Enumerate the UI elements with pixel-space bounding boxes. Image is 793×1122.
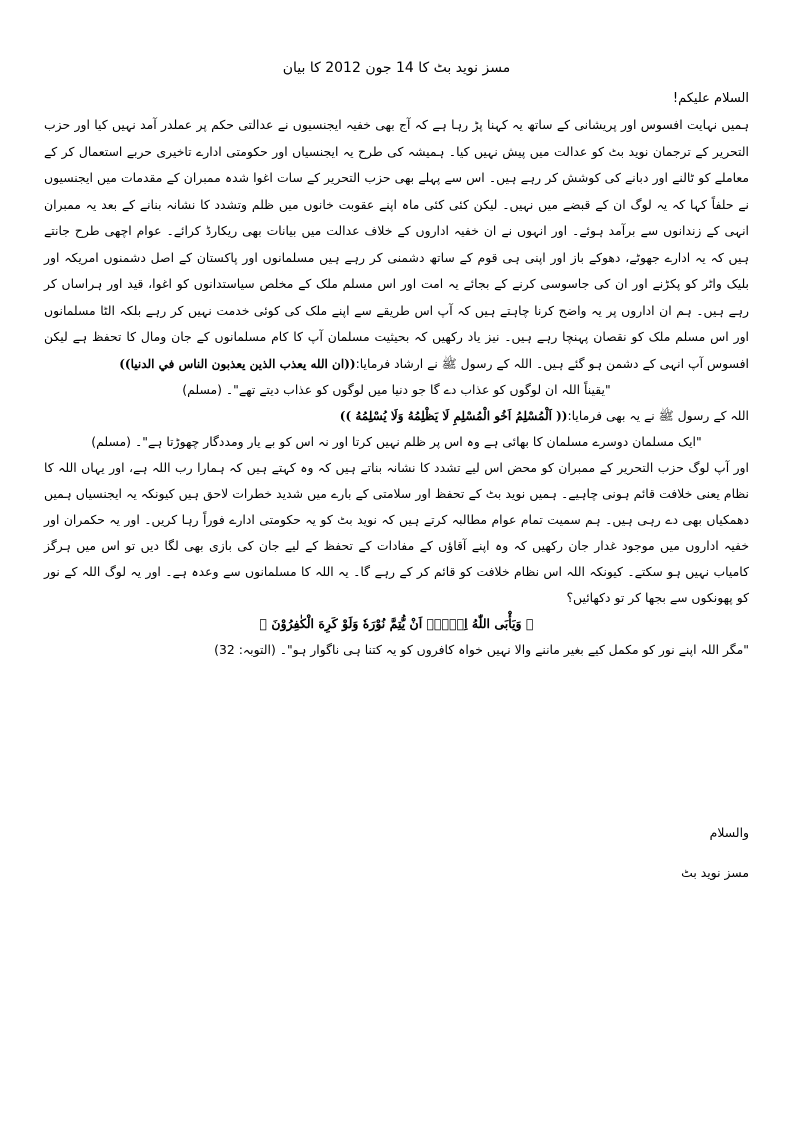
quran-verse-arabic: ﴿ وَيَأْبَى اللّٰهُ اِلَّاۤ اَنْ يُّتِمَّ نُوْرَهٗ وَلَوْ كَرِهَ الْكٰفِرُوْنَ ﴾ bbox=[259, 616, 534, 631]
signature: مسز نوید بٹ bbox=[681, 865, 749, 880]
closing-block bbox=[681, 822, 749, 884]
salutation: السلام علیکم! bbox=[672, 91, 749, 106]
paragraph-2: اور آپ لوگ حزب التحریر کے ممبران کو محض اس لیے تشدد کا نشانہ بناتے ہیں کہ وہ کہتے ہیں کہ ہمارا رب اللہ ہے، اور یہاں اللہ کا نظام یعنی خلافت قائم ہونی چاہیے۔ ہمیں نوید بٹ کے تحفظ اور سلامتی کے بارے میں شدید خطرات لاحق ہیں کیونکہ یہ ایجنسیاں ہمیں دھمکیاں بھی دے رہی ہیں۔ ہم سمیت تمام عوام مطالبہ کرتے ہیں کہ نوید بٹ کو یہ حکومتی ادارے فوراً رہا کریں۔ اور یہ حکمران اور خفیہ اداروں میں موجود غدار جان رکھیں کہ وہ اپنے آقاؤں کے مفادات کے تحفظ کے لیے جان کی بازی بھی لگا دیں تو اس میں ہرگز کامیاب نہیں ہو سکتے۔ کیونکہ اللہ اس نظام خلافت کو قائم کر کے رہے گا۔ یہ اللہ کا مسلمانوں سے وعدہ ہے۔ اور یہ لوگ اللہ کے نور کو پھونکوں سے بجھا کر تو دکھائیں؟ bbox=[44, 460, 749, 605]
hadith-1-arabic: ((ان الله يعذب الذين يعذبون الناس في الدنيا)) bbox=[119, 356, 356, 371]
hadith-1-translation: "یقیناً اللہ ان لوگوں کو عذاب دے گا جو دنیا میں لوگوں کو عذاب دیتے تھے"۔ (مسلم) bbox=[182, 382, 611, 397]
paragraph-1-text: ہمیں نہایت افسوس اور پریشانی کے ساتھ یہ کہنا پڑ رہا ہے کہ آج بھی خفیہ ایجنسیوں نے عدالتی حکم پر عملدر آمد نہیں کیا اور حزب التحریر کے ترجمان نوید بٹ کو عدالت میں پیش نہیں کیا۔ ہمیشہ کی طرح یہ ایجنسیاں اور حکومتی ادارے تاخیری حربے استعمال کر کے معاملے کو ٹالنے اور دبانے کی کوشش کر رہے ہیں۔ اس سے پہلے بھی حزب التحریر کے سات اغوا شدہ ممبران کے مقدمات میں ایجنسیوں نے حلفاً کہا کہ یہ لوگ ان کے قبضے میں نہیں۔ لیکن کئی کئی ماہ اپنے عقوبت خانوں میں ظلم وتشدد کا نشانہ بنانے کے بعد یہ ممبران انہی کے زندانوں سے برآمد ہوئے۔ اور انہوں نے ان خفیہ اداروں کے خلاف عدالت میں بیانات بھی ریکارڈ کرائے۔ عوام اچھی طرح جانتے ہیں کہ یہ ادارے جھوٹے، دھوکے باز اور اپنی ہی قوم کے ساتھ دشمنی کر رہے ہیں مسلمانوں اور پاکستان کے اصل دشمنوں امریکہ اور بلیک واٹر کو پکڑنے اور ان کی جاسوسی کرنے کے بجائے یہ امت اور اس مسلم ملک کے مخلص سیاستدانوں کو اغوا، قید اور ہراساں کر رہے ہیں۔ ہم ان اداروں پر یہ واضح کرنا چاہتے ہیں کہ آپ اس طریقے سے اپنے ملک کی کوئی خدمت نہیں کر رہے بلکہ الٹا مسلمانوں اور اس مسلم ملک کو نقصان پہنچا رہے ہیں۔ نیز یاد رکھیں کہ بحیثیت مسلمان آپ کا کام مسلمانوں کے جان ومال کا تحفظ ہے لیکن افسوس آپ انہی کے دشمن ہو گئے ہیں۔ اللہ کے رسول ﷺ نے ارشاد فرمایا: bbox=[44, 117, 749, 371]
paragraph-1 bbox=[44, 112, 749, 377]
quran-verse-translation: "مگر اللہ اپنے نور کو مکمل کیے بغیر ماننے والا نہیں خواہ کافروں کو یہ کتنا ہی ناگوار ہو"۔ (التوبہ: 32) bbox=[214, 642, 749, 657]
hadith-2-line bbox=[44, 403, 749, 429]
hadith-2-translation: "ایک مسلمان دوسرے مسلمان کا بھائی ہے وہ اس پر ظلم نہیں کرتا اور نہ اس کو بے یار ومددگار چھوڑتا ہے"۔ (مسلم) bbox=[91, 434, 702, 449]
hadith-2-arabic: (( اَلْمُسْلِمُ اَخُو الْمُسْلِمِ لَا يَظْلِمُهُ وَلَا يُسْلِمُهُ )) bbox=[339, 409, 568, 423]
closing-greeting: والسلام bbox=[709, 825, 749, 840]
hadith-2-intro: اللہ کے رسول ﷺ نے یہ بھی فرمایا: bbox=[567, 408, 749, 423]
page-title: مسز نوید بٹ کا 14 جون 2012 کا بیان bbox=[282, 60, 511, 76]
